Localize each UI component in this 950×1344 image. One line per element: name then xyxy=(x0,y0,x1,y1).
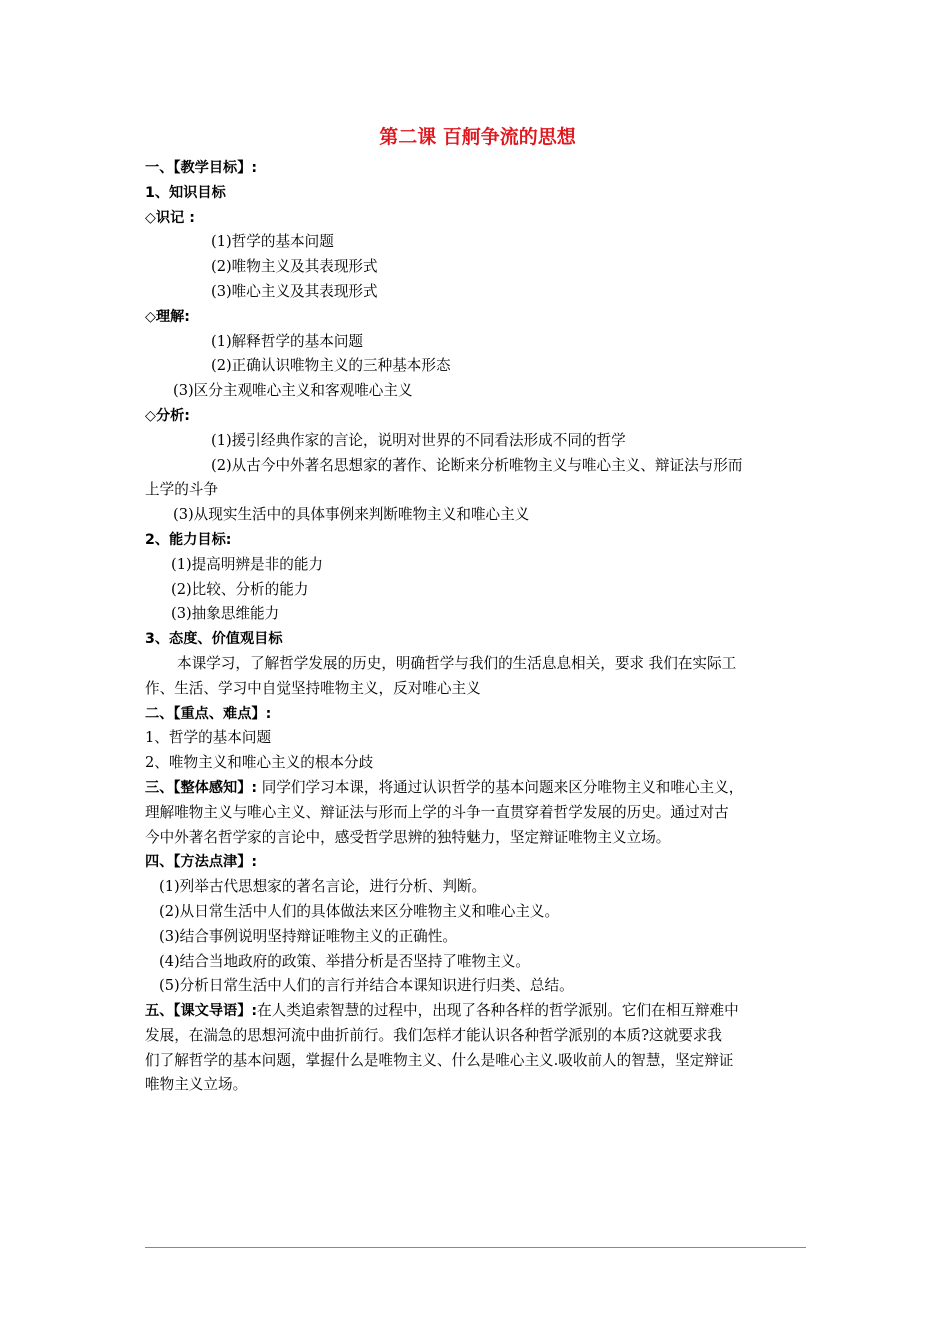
paragraph-line: 们了解哲学的基本问题，掌握什么是唯物主义、什么是唯心主义.吸收前人的智慧，坚定辩证 xyxy=(145,1051,734,1069)
section-5-heading: 五、【课文导语】: xyxy=(145,1003,258,1020)
document-page xyxy=(145,118,810,1098)
section-1-heading: 一、【教学目标】: xyxy=(145,160,258,176)
list-item: (1)哲学的基本问题 xyxy=(211,233,334,251)
paragraph-line: 今中外著名哲学家的言论中，感受哲学思辨的独特魅力，坚定辩证唯物主义立场。 xyxy=(145,828,671,846)
list-item: 1、哲学的基本问题 xyxy=(145,729,272,747)
list-item: (3)抽象思维能力 xyxy=(171,605,280,623)
understand-label: ◇理解: xyxy=(145,308,190,325)
list-item: (2)比较、分析的能力 xyxy=(171,580,309,598)
paragraph-line: 发展，在湍急的思想河流中曲折前行。我们怎样才能认识各种哲学派别的本质?这就要求我 xyxy=(145,1026,722,1044)
list-item: (5)分析日常生活中人们的言行并结合本课知识进行归类、总结。 xyxy=(159,977,574,995)
section-5-paragraph xyxy=(145,999,810,1024)
list-item: (4)结合当地政府的政策、举措分析是否坚持了唯物主义。 xyxy=(159,952,530,970)
list-item-continuation: 上学的斗争 xyxy=(145,481,218,499)
list-item: (3)唯心主义及其表现形式 xyxy=(211,282,378,300)
paragraph-line: 本课学习，了解哲学发展的历史，明确哲学与我们的生活息息相关，要求 我们在实际工 xyxy=(177,654,737,672)
remember-label: ◇识记 : xyxy=(145,209,195,226)
list-item: (1)解释哲学的基本问题 xyxy=(211,332,364,350)
list-item: (3)结合事例说明坚持辩证唯物主义的正确性。 xyxy=(159,927,457,945)
paragraph-line: 同学们学习本课，将通过认识哲学的基本问题来区分唯物主义和唯心主义， xyxy=(261,778,744,796)
attitude-goal-heading: 3、态度、价值观目标 xyxy=(145,631,283,648)
list-item: (3)区分主观唯心主义和客观唯心主义 xyxy=(173,382,413,400)
analyze-label: ◇分析: xyxy=(145,407,190,424)
list-item: (2)从日常生活中人们的具体做法来区分唯物主义和唯心主义。 xyxy=(159,902,560,920)
list-item: (1)提高明辨是非的能力 xyxy=(171,555,324,573)
section-3-paragraph xyxy=(145,776,810,801)
section-3-heading: 三、【整体感知】: xyxy=(145,779,258,796)
list-item: (2)唯物主义及其表现形式 xyxy=(211,258,378,276)
footer-divider xyxy=(145,1247,806,1248)
section-2-heading: 二、【重点、难点】: xyxy=(145,705,272,722)
paragraph-line: 唯物主义立场。 xyxy=(145,1076,248,1094)
paragraph-line: 理解唯物主义与唯心主义、辩证法与形而上学的斗争一直贯穿着哲学发展的历史。通过对古 xyxy=(145,803,729,821)
page-title: 第二课 百舸争流的思想 xyxy=(379,126,576,148)
knowledge-goal-heading: 1、知识目标 xyxy=(145,184,226,201)
ability-goal-heading: 2、能力目标: xyxy=(145,531,232,548)
list-item: 2、唯物主义和唯心主义的根本分歧 xyxy=(145,754,374,772)
list-item: (3)从现实生活中的具体事例来判断唯物主义和唯心主义 xyxy=(173,506,530,524)
list-item: (1)列举古代思想家的著名言论，进行分析、判断。 xyxy=(159,878,487,896)
list-item: (1)援引经典作家的言论，说明对世界的不同看法形成不同的哲学 xyxy=(211,431,626,449)
paragraph-line: 作、生活、学习中自觉坚持唯物主义，反对唯心主义 xyxy=(145,679,481,697)
list-item: (2)正确认识唯物主义的三种基本形态 xyxy=(211,357,451,375)
list-item: (2)从古今中外著名思想家的著作、论断来分析唯物主义与唯心主义、辩证法与形而 xyxy=(211,456,743,474)
section-4-heading: 四、【方法点津】: xyxy=(145,854,258,871)
paragraph-line: 在人类追索智慧的过程中，出现了各种各样的哲学派别。它们在相互辩难中 xyxy=(257,1002,739,1020)
